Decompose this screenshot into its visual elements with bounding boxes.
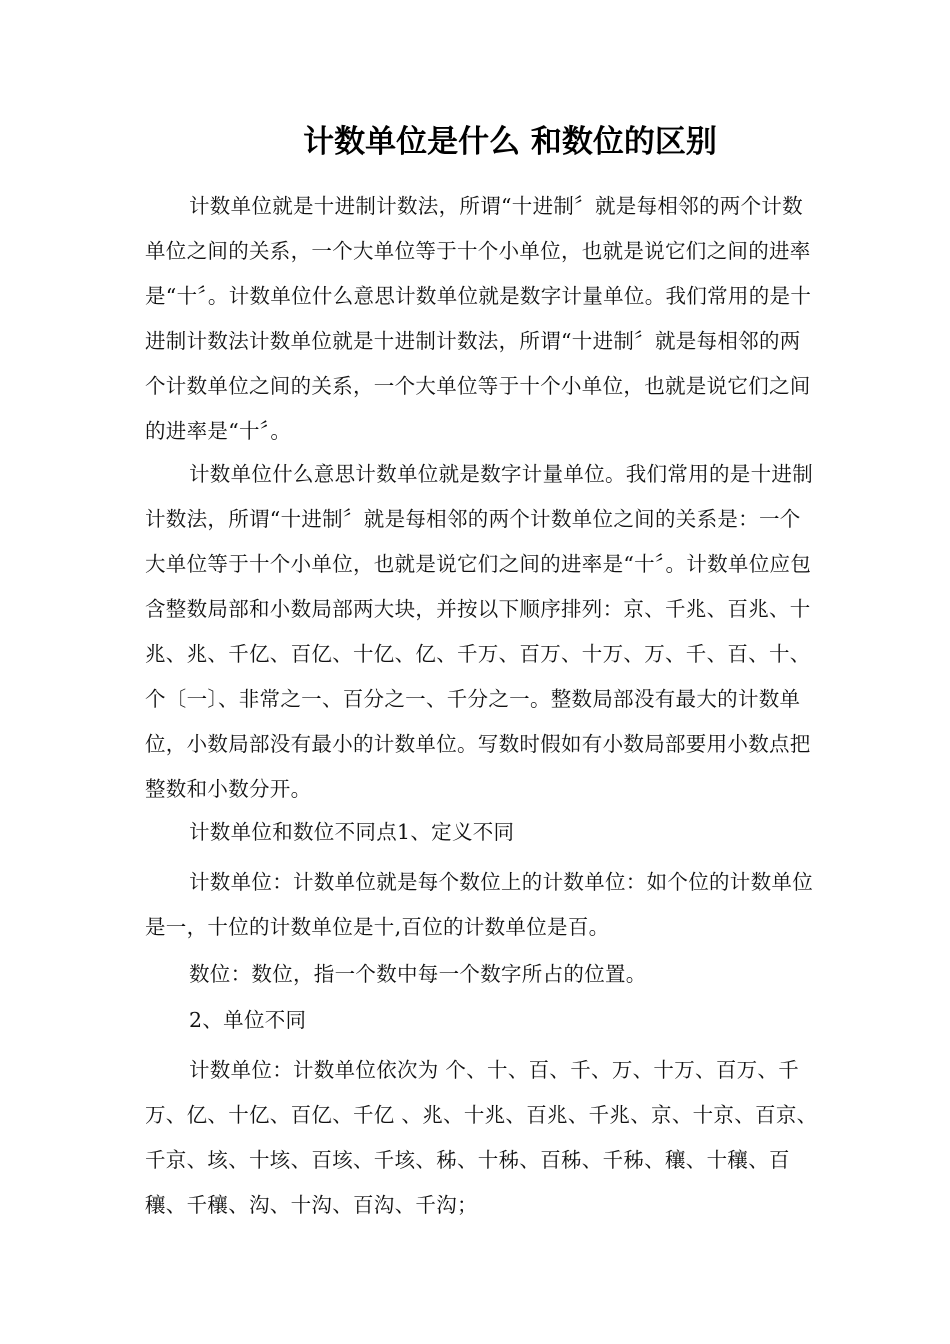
document-title: 计数单位是什么 和数位的区别 <box>303 124 717 160</box>
paragraph-3: 计数单位和数位不同点1、定义不同 <box>189 820 515 844</box>
paragraph-6: 2、单位不同 <box>189 1008 307 1032</box>
paragraph-5: 数位：数位，指一个数中每一个数字所占的位置。 <box>189 962 647 986</box>
paragraph-1: 计数单位就是十进制计数法，所谓“十进制〞就是每相邻的两个计数单位之间的关系，一个大单位等于十个小单位，也就是说它们之间的进率是“十〞。计数单位什么意思计数单位就是数字计量单位。我们常用的是十进制计数法计数单位就是十进制计数法，所谓“十进制〞就是每相邻的两个计数单位之间的关系，一个大单位等于十个小单位，也就是说它们之间的进率是“十〞。 <box>145 194 812 443</box>
paragraph-7: 计数单位：计数单位依次为 个、十、百、千、万、十万、百万、千万、亿、十亿、百亿、千亿 、兆、十兆、百兆、千兆、京、十京、百京、千京、垓、十垓、百垓、千垓、秭、十秭、百秭、千秭、穰、十穰、百穰、千穰、沟、十沟、百沟、千沟； <box>145 1058 818 1217</box>
paragraph-2: 计数单位什么意思计数单位就是数字计量单位。我们常用的是十进制计数法，所谓“十进制〞就是每相邻的两个计数单位之间的关系是：一个大单位等于十个小单位，也就是说它们之间的进率是“十〞。计数单位应包含整数局部和小数局部两大块，并按以下顺序排列：京、千兆、百兆、十兆、兆、千亿、百亿、十亿、亿、千万、百万、十万、万、千、百、十、个〔一〕、非常之一、百分之一、千分之一。整数局部没有最大的计数单位，小数局部没有最小的计数单位。写数时假如有小数局部要用小数点把整数和小数分开。 <box>145 462 813 801</box>
paragraph-4: 计数单位：计数单位就是每个数位上的计数单位：如个位的计数单位是一，十位的计数单位是十,百位的计数单位是百。 <box>145 870 813 939</box>
